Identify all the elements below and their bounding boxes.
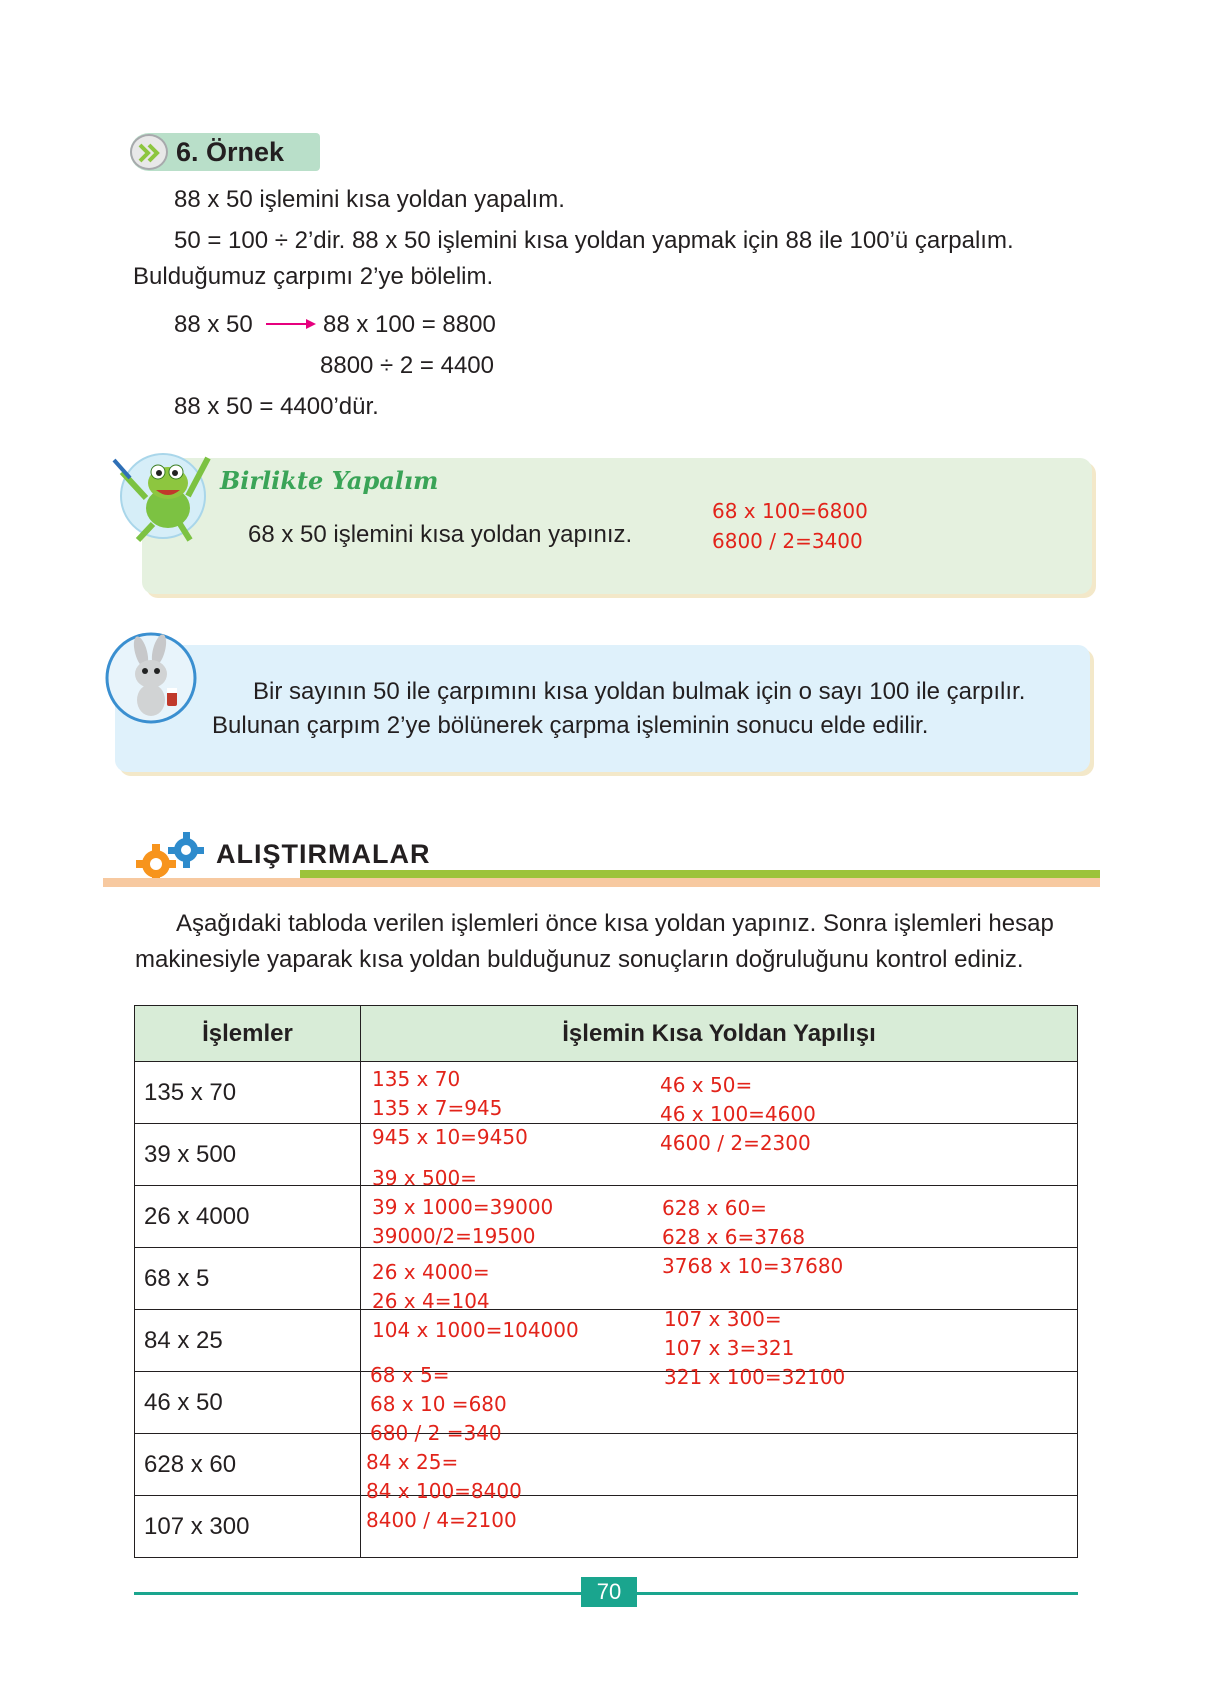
info-line1: Bir sayının 50 ile çarpımını kısa yoldan bulmak için o sayı 100 ile çarpılır. xyxy=(253,678,1026,705)
exercises-divider xyxy=(300,870,1100,878)
handwritten-answer: 68 x 100=6800 xyxy=(712,499,868,523)
example-intro: 88 x 50 işlemini kısa yoldan yapalım. xyxy=(174,186,565,213)
handwritten-note: 945 x 10=9450 xyxy=(372,1125,528,1149)
operation-cell: 39 x 500 xyxy=(135,1124,361,1186)
page-number: 70 xyxy=(581,1577,637,1607)
table-row xyxy=(135,1186,1078,1248)
operation-cell: 26 x 4000 xyxy=(135,1186,361,1248)
table-row xyxy=(135,1248,1078,1310)
example-explanation-line1: 50 = 100 ÷ 2’dir. 88 x 50 işlemini kısa yoldan yapmak için 88 ile 100’ü çarpalım. xyxy=(174,227,1014,254)
exercises-title: ALIŞTIRMALAR xyxy=(216,839,431,869)
handwritten-note: 68 x 5= xyxy=(370,1363,450,1387)
info-box xyxy=(115,645,1090,772)
arrow-right-icon xyxy=(266,316,316,332)
handwritten-note: 628 x 6=3768 xyxy=(662,1225,806,1249)
example-step-division: 8800 ÷ 2 = 4400 xyxy=(320,352,494,379)
handwritten-note: 4600 / 2=2300 xyxy=(660,1131,811,1155)
table-header-row xyxy=(135,1006,1078,1062)
handwritten-note: 107 x 300= xyxy=(664,1307,782,1331)
info-line2: Bulunan çarpım 2’ye bölünerek çarpma işleminin sonucu elde edilir. xyxy=(212,712,929,739)
handwritten-note: 104 x 1000=104000 xyxy=(372,1318,579,1342)
handwritten-note: 628 x 60= xyxy=(662,1196,767,1220)
handwritten-note: 39 x 500= xyxy=(372,1166,477,1190)
example-result: 88 x 50 = 4400’dür. xyxy=(174,393,379,420)
exercises-instruction-line1: Aşağıdaki tabloda verilen işlemleri önce kısa yoldan yapınız. Sonra işlemleri hesap xyxy=(176,910,1054,937)
table-row xyxy=(135,1310,1078,1372)
example-step-right: 88 x 100 = 8800 xyxy=(323,311,496,338)
table-row xyxy=(135,1124,1078,1186)
together-task: 68 x 50 işlemini kısa yoldan yapınız. xyxy=(248,521,633,548)
example-step-left: 88 x 50 xyxy=(174,311,253,338)
handwritten-note: 3768 x 10=37680 xyxy=(662,1254,844,1278)
operation-cell: 46 x 50 xyxy=(135,1372,361,1434)
handwritten-note: 84 x 100=8400 xyxy=(366,1479,522,1503)
table-row xyxy=(135,1372,1078,1434)
exercises-divider xyxy=(103,878,1100,887)
handwritten-note: 68 x 10 =680 xyxy=(370,1392,507,1416)
handwritten-note: 39 x 1000=39000 xyxy=(372,1195,554,1219)
operation-cell: 68 x 5 xyxy=(135,1248,361,1310)
handwritten-note: 46 x 50= xyxy=(660,1073,753,1097)
operation-cell: 107 x 300 xyxy=(135,1496,361,1558)
handwritten-note: 135 x 7=945 xyxy=(372,1096,503,1120)
handwritten-note: 39000/2=19500 xyxy=(372,1224,536,1248)
table-header-short-method: İşlemin Kısa Yoldan Yapılışı xyxy=(361,1006,1078,1062)
rabbit-mascot-icon xyxy=(103,630,199,726)
table-header-operations: İşlemler xyxy=(135,1006,361,1062)
together-title: Birlikte Yapalım xyxy=(220,466,439,495)
operation-cell: 135 x 70 xyxy=(135,1062,361,1124)
handwritten-note: 46 x 100=4600 xyxy=(660,1102,816,1126)
exercises-instruction-line2: makinesiyle yaparak kısa yoldan bulduğunuz sonuçların doğruluğunu kontrol ediniz. xyxy=(135,946,1024,973)
example-explanation-line2: Bulduğumuz çarpımı 2’ye bölelim. xyxy=(133,263,494,290)
table-row xyxy=(135,1496,1078,1558)
handwritten-note: 26 x 4000= xyxy=(372,1260,490,1284)
operation-cell: 628 x 60 xyxy=(135,1434,361,1496)
handwritten-note: 26 x 4=104 xyxy=(372,1289,490,1313)
operations-table xyxy=(134,1005,1078,1558)
handwritten-note: 84 x 25= xyxy=(366,1450,459,1474)
table-row xyxy=(135,1434,1078,1496)
frog-mascot-icon xyxy=(108,438,218,548)
handwritten-note: 8400 / 4=2100 xyxy=(366,1508,517,1532)
double-chevron-right-icon xyxy=(130,134,168,170)
handwritten-note: 135 x 70 xyxy=(372,1067,461,1091)
handwritten-answer: 6800 / 2=3400 xyxy=(712,529,863,553)
table-row xyxy=(135,1062,1078,1124)
example-title: 6. Örnek xyxy=(176,137,285,167)
operation-cell: 84 x 25 xyxy=(135,1310,361,1372)
handwritten-note: 680 / 2 =340 xyxy=(370,1421,502,1445)
handwritten-note: 107 x 3=321 xyxy=(664,1336,795,1360)
handwritten-note: 321 x 100=32100 xyxy=(664,1365,846,1389)
